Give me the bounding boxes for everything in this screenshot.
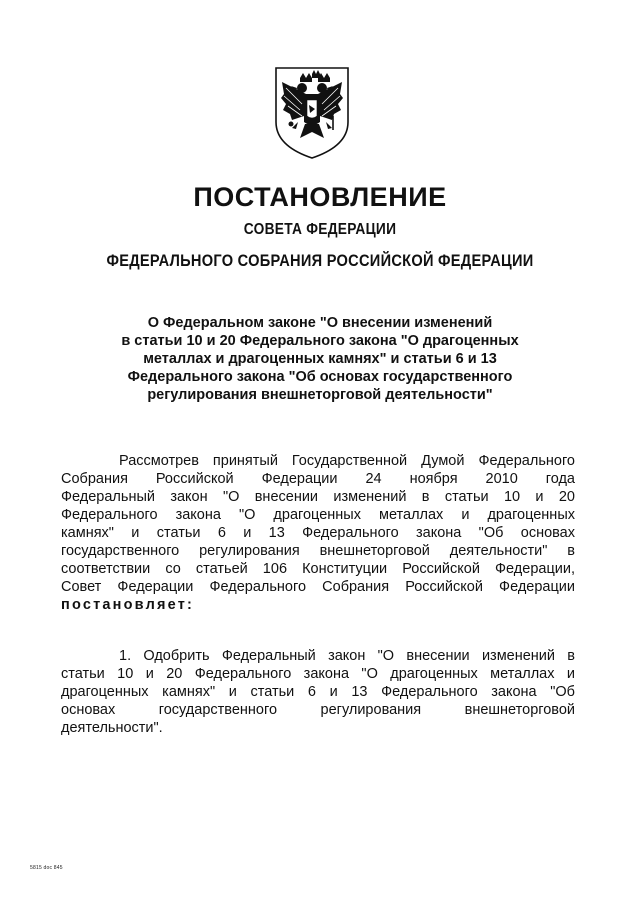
document-code: 5815 doc 845 (30, 865, 63, 871)
preamble-line: Федерального закона "О драгоценных металлах и драгоценных (61, 507, 575, 523)
subject-line: в статьи 10 и 20 Федерального закона "О драгоценных (121, 333, 519, 349)
subject-line: металлах и драгоценных камнях" и статьи 6 и 13 (143, 351, 497, 367)
subject-line: О Федеральном законе "О внесении изменений (147, 315, 493, 331)
decree-word: постановляет: (61, 597, 195, 613)
subject-line: Федерального закона "Об основах государственного (127, 369, 513, 385)
coat-of-arms-emblem (272, 64, 352, 160)
preamble-paragraph (61, 452, 575, 614)
preamble-line: Совет Федерации Федерального Собрания Российской Федерации (61, 579, 575, 595)
clause-line: деятельности". (61, 720, 163, 736)
preamble-line: Рассмотрев принятый Государственной Думой Федерального (119, 453, 575, 469)
document-title: ПОСТАНОВЛЕНИЕ (193, 182, 447, 212)
document-subject (90, 314, 550, 404)
preamble-line: соответствии со статьей 106 Конституции Российской Федерации, (61, 561, 575, 577)
issuer-line-1: СОВЕТА ФЕДЕРАЦИИ (243, 221, 397, 238)
preamble-line: Собрания Российской Федерации 24 ноября 2010 года (61, 471, 575, 487)
preamble-line: государственного регулирования внешнеторговой деятельности" в (61, 543, 575, 559)
clause-line: 1. Одобрить Федеральный закон "О внесении изменений в (119, 648, 575, 664)
clause-line: основах государственного регулирования внешнеторговой (61, 702, 575, 718)
clause-line: статьи 10 и 20 Федерального закона "О драгоценных металлах и (61, 666, 575, 682)
clause-1-paragraph (61, 647, 575, 737)
clause-line: драгоценных камнях" и статьи 6 и 13 Федерального закона "Об (61, 684, 575, 700)
issuer-line-2: ФЕДЕРАЛЬНОГО СОБРАНИЯ РОССИЙСКОЙ ФЕДЕРАЦИИ (106, 251, 534, 270)
subject-line: регулирования внешнеторговой деятельности" (147, 387, 493, 403)
preamble-line: Федеральный закон "О внесении изменений в статьи 10 и 20 (61, 489, 575, 505)
preamble-line: камнях" и статьи 6 и 13 Федерального закона "Об основах (61, 525, 575, 541)
double-headed-eagle-icon (272, 64, 352, 160)
